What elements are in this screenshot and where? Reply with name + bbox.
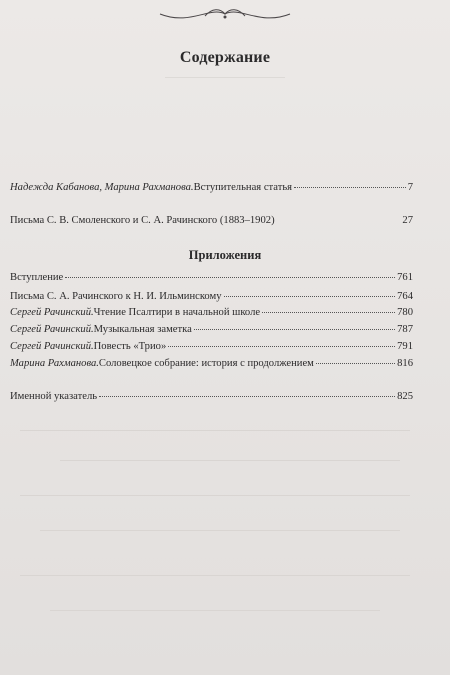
toc-entry-page: 787 [397, 324, 413, 335]
bleed-through-line [20, 495, 410, 496]
dot-leader [294, 186, 406, 188]
ornament-icon [150, 4, 300, 28]
toc-entry-page: 27 [402, 215, 413, 226]
leader-space [277, 220, 401, 221]
toc-entry-page: 764 [397, 291, 413, 302]
dot-leader [316, 362, 395, 364]
toc-entry-appendix-5[interactable] [10, 339, 413, 355]
toc-entry-page: 791 [397, 341, 413, 352]
toc-entry-author: Сергей Рачинский. [10, 324, 94, 335]
toc-entry-letters[interactable] [10, 213, 413, 229]
dot-leader [194, 328, 395, 330]
bleed-through-line [20, 430, 410, 431]
toc-entry-author: Сергей Рачинский. [10, 341, 94, 352]
toc-entry-appendix-2[interactable] [10, 289, 413, 305]
toc-entry-page: 816 [397, 358, 413, 369]
toc-entry-text: Вступительная статья [193, 182, 293, 193]
toc-entry-page: 825 [397, 391, 413, 402]
dot-leader [99, 395, 395, 397]
toc-entry-text: Письма С. В. Смоленского и С. А. Рачинского (1883–1902) [10, 215, 275, 226]
title-underline [165, 77, 285, 78]
toc-entry-page: 761 [397, 272, 413, 283]
toc-entry-appendix-4[interactable] [10, 322, 413, 338]
bleed-through-line [50, 610, 380, 611]
toc-entry-page: 7 [407, 182, 413, 193]
toc-entry-appendix-1[interactable] [10, 270, 413, 286]
appendix-heading: Приложения [188, 248, 262, 262]
toc-entry-page: 780 [397, 307, 413, 318]
toc-entry-appendix-6[interactable] [10, 356, 413, 372]
toc-entry-text: Музыкальная заметка [93, 324, 192, 335]
toc-entry-text: Чтение Псалтири в начальной школе [93, 307, 261, 318]
toc-entry-text: Письма С. А. Рачинского к Н. И. Ильминскому [10, 291, 222, 302]
toc-entry-appendix-3[interactable] [10, 305, 413, 321]
dot-leader [65, 276, 395, 278]
dot-leader [168, 345, 395, 347]
toc-entry-author: Надежда Кабанова, Марина Рахманова. [10, 182, 194, 193]
dot-leader [224, 295, 396, 297]
toc-entry-text: Соловецкое собрание: история с продолжением [98, 358, 314, 369]
toc-entry-author: Марина Рахманова. [10, 358, 99, 369]
bleed-through-line [60, 460, 400, 461]
dot-leader [262, 311, 395, 313]
bleed-through-line [40, 530, 400, 531]
toc-entry-text: Повесть «Трио» [93, 341, 167, 352]
toc-entry-introduction[interactable] [10, 180, 413, 196]
toc-entry-author: Сергей Рачинский. [10, 307, 94, 318]
toc-entry-index[interactable] [10, 389, 413, 405]
toc-entry-text: Именной указатель [10, 391, 98, 402]
page-title: Содержание [179, 49, 271, 66]
bleed-through-line [20, 575, 410, 576]
toc-entry-text: Вступление [10, 272, 64, 283]
